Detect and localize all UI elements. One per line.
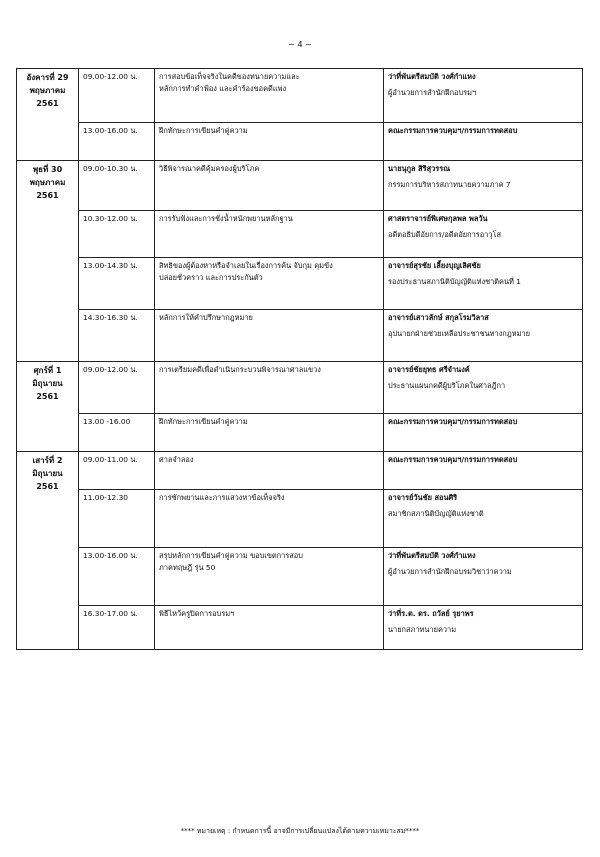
speaker-name: นายนุกูล สิริสุวรรณ [388, 164, 451, 173]
session-topic-line: สิทธิของผู้ต้องหาหรือจำเลยในเรื่องการค้น จับกุม คุมขัง [159, 261, 333, 270]
schedule-body [17, 69, 583, 650]
page-number: ~ 4 ~ [288, 40, 312, 49]
schedule-row [17, 310, 583, 362]
schedule-row [17, 211, 583, 258]
session-topic-line: หลักการให้คำปรึกษากฎหมาย [159, 313, 253, 322]
day-date-line: พฤษภาคม [29, 86, 66, 95]
session-topic [155, 490, 384, 548]
day-date-line: 2561 [36, 191, 59, 200]
session-topic-line: ฝึกทักษะการเขียนคำคู่ความ [159, 126, 248, 135]
session-time: 13.00 -16.00 [79, 414, 155, 452]
speaker-name: ว่าที่ร.ต. ดร. ถวัลย์ รุยาพร [388, 609, 474, 618]
session-speaker-cell [384, 362, 583, 414]
schedule-row [17, 452, 583, 490]
schedule-row [17, 362, 583, 414]
session-speaker-cell [384, 258, 583, 310]
session-time: 16.30-17.00 น. [79, 606, 155, 650]
session-topic [155, 310, 384, 362]
day-date-cell [17, 161, 79, 362]
schedule-row [17, 161, 583, 211]
day-date-line: ศุกร์ที่ 1 [33, 366, 62, 375]
session-speaker-cell [384, 452, 583, 490]
day-date-cell [17, 452, 79, 650]
schedule-table [16, 68, 583, 650]
speaker-title: กรรมการบริหารสภาทนายความภาค 7 [388, 180, 511, 189]
session-topic [155, 69, 384, 123]
schedule-row [17, 123, 583, 161]
session-topic [155, 161, 384, 211]
session-topic [155, 123, 384, 161]
speaker-name: ว่าที่พันตรีสมบัติ วงศ์กำแหง [388, 551, 476, 560]
speaker-name: อาจารย์เสาวลักษ์ สกุลโรมวิลาส [388, 313, 489, 322]
session-topic-line: ภาคทฤษฎี รุ่น 50 [159, 563, 216, 572]
session-topic-line: ฝึกทักษะการเขียนคำคู่ความ [159, 417, 248, 426]
session-topic [155, 606, 384, 650]
schedule-row [17, 548, 583, 606]
session-time: 14.30-16.30 น. [79, 310, 155, 362]
session-time: 09.00-12.00 น. [79, 69, 155, 123]
session-topic-line: ศาลจำลอง [159, 455, 194, 464]
session-topic-line: การรับฟังและการชั่งน้ำหนักพยานหลักฐาน [159, 214, 293, 223]
day-date-line: เสาร์ที่ 2 [32, 456, 63, 465]
session-speaker-cell [384, 69, 583, 123]
session-time: 09.00-12.00 น. [79, 362, 155, 414]
session-topic [155, 258, 384, 310]
speaker-title: รองประธานสภานิติบัญญัติแห่งชาติคนที่ 1 [388, 277, 521, 286]
session-time: 09.00-11.00 น. [79, 452, 155, 490]
session-topic-line: การสอบข้อเท็จจริงในคดีของทนายความและ [159, 72, 300, 81]
session-topic-line: หลักการทำคำฟ้อง และคำร้องขอคดีแพ่ง [159, 84, 287, 93]
day-date-line: พฤษภาคม [29, 178, 66, 187]
session-topic-line: การเตรียมคดีเพื่อดำเนินกระบวนพิจารณาศาลแขวง [159, 365, 321, 374]
session-time: 09.00-10.30 น. [79, 161, 155, 211]
schedule-row [17, 606, 583, 650]
session-topic [155, 452, 384, 490]
day-date-cell [17, 69, 79, 161]
session-topic [155, 362, 384, 414]
schedule-row [17, 258, 583, 310]
speaker-name: คณะกรรมการควบคุมฯ/กรรมการทดสอบ [388, 417, 518, 426]
speaker-name: อาจารย์วันชัย สอนศิริ [388, 493, 458, 502]
session-topic-line: สรุปหลักการเขียนคำคู่ความ ขอบเขตการสอบ [159, 551, 303, 560]
session-topic [155, 211, 384, 258]
session-time: 10.30-12.00 น. [79, 211, 155, 258]
day-date-line: 2561 [36, 482, 59, 491]
schedule-row [17, 490, 583, 548]
session-topic-line: วิธีพิจารณาคดีคุ้มครองผู้บริโภค [159, 164, 260, 173]
session-time: 13.00-16.00 น. [79, 548, 155, 606]
session-speaker-cell [384, 123, 583, 161]
session-topic [155, 414, 384, 452]
speaker-name: อาจารย์ชัยยุทธ ศรีจำนงค์ [388, 365, 470, 374]
session-speaker-cell [384, 548, 583, 606]
day-date-line: มิถุนายน [32, 379, 63, 388]
session-time: 11.00-12.30 [79, 490, 155, 548]
day-date-line: พุธที่ 30 [32, 165, 63, 174]
session-topic-line: ปล่อยชั่วคราว และการประกันตัว [159, 273, 263, 282]
session-speaker-cell [384, 490, 583, 548]
session-speaker-cell [384, 310, 583, 362]
speaker-title: ประธานแผนกคดีผู้บริโภคในศาลฎีกา [388, 381, 506, 390]
speaker-title: ผู้อำนวยการสำนักฝึกอบรมฯ [388, 88, 477, 97]
speaker-title: ผู้อำนวยการสำนักฝึกอบรมวิชาว่าความ [388, 567, 512, 576]
schedule-row [17, 414, 583, 452]
speaker-name: ว่าที่พันตรีสมบัติ วงศ์กำแหง [388, 72, 476, 81]
footnote: **** หมายเหตุ : กำหนดการนี้ อาจมีการเปลี่ยนแปลงได้ตามความเหมาะสม**** [180, 827, 420, 835]
speaker-name: คณะกรรมการควบคุมฯ/กรรมการทดสอบ [388, 455, 518, 464]
day-date-line: อังคารที่ 29 [26, 73, 69, 82]
speaker-name: อาจารย์สุรชัย เลี้ยงบุญเลิศชัย [388, 261, 481, 270]
session-topic [155, 548, 384, 606]
speaker-title: อุปนายกฝ่ายช่วยเหลือประชาชนทางกฎหมาย [388, 329, 530, 338]
speaker-name: คณะกรรมการควบคุมฯ/กรรมการทดสอบ [388, 126, 518, 135]
session-speaker-cell [384, 161, 583, 211]
day-date-line: 2561 [36, 392, 59, 401]
session-time: 13.00-16.00 น. [79, 123, 155, 161]
session-topic-line: การซักพยานและการแสวงหาข้อเท็จจริง [159, 493, 285, 502]
session-topic-line: พิธีไหว้ครูปิดการอบรมฯ [159, 609, 235, 618]
day-date-cell [17, 362, 79, 452]
schedule-row [17, 69, 583, 123]
day-date-line: มิถุนายน [32, 469, 63, 478]
session-speaker-cell [384, 211, 583, 258]
session-speaker-cell [384, 414, 583, 452]
speaker-name: ศาสตราจารย์พิเศษกุลพล พลวัน [388, 214, 488, 223]
session-time: 13.00-14.30 น. [79, 258, 155, 310]
speaker-title: สมาชิกสภานิติบัญญัติแห่งชาติ [388, 509, 484, 518]
speaker-title: อดีตอธิบดีอัยการ/อดีตอัยการอาวุโส [388, 230, 501, 239]
day-date-line: 2561 [36, 99, 59, 108]
session-speaker-cell [384, 606, 583, 650]
speaker-title: นายกสภาทนายความ [388, 625, 457, 634]
